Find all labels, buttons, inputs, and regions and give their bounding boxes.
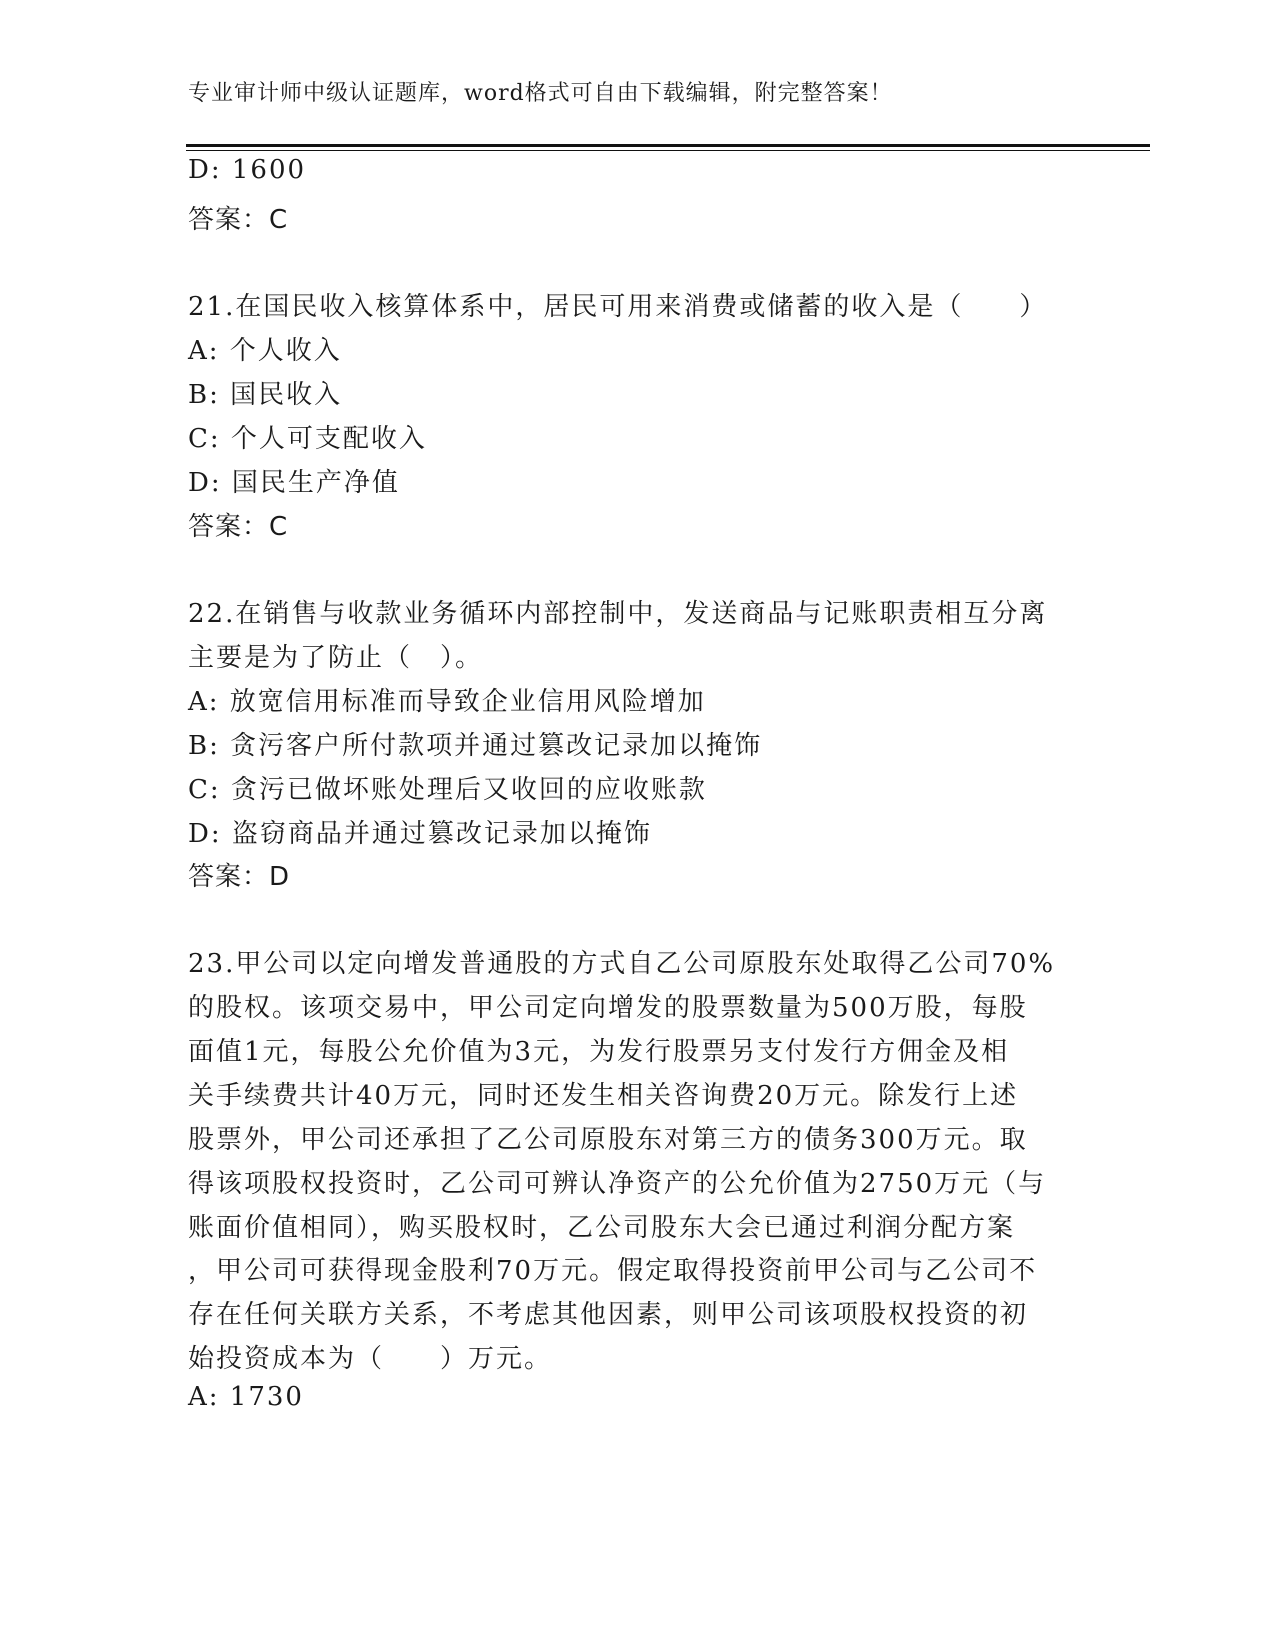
page-header: 专业审计师中级认证题库，word格式可自由下载编辑，附完整答案！ [188, 81, 893, 106]
q23-stem-line-2: 的股权。该项交易中，甲公司定向增发的股票数量为500万股，每股 [188, 993, 1028, 1023]
q22-option-a: A: 放宽信用标准而导致企业信用风险增加 [188, 687, 706, 717]
q21-option-c: C: 个人可支配收入 [188, 424, 427, 454]
q22-option-d: D: 盗窃商品并通过篡改记录加以掩饰 [188, 819, 652, 849]
q23-stem-line-8: ，甲公司可获得现金股利70万元。假定取得投资前甲公司与乙公司不 [188, 1256, 1038, 1286]
q22-option-c: C: 贪污已做坏账处理后又收回的应收账款 [188, 775, 707, 805]
q23-stem-line-10: 始投资成本为（ ）万元。 [188, 1344, 553, 1374]
q22-option-b: B: 贪污客户所付款项并通过篡改记录加以掩饰 [188, 731, 763, 761]
q22-stem-line-1: 22.在销售与收款业务循环内部控制中，发送商品与记账职责相互分离 [188, 599, 1048, 629]
q21-option-d: D: 国民生产净值 [188, 468, 400, 498]
header-divider-thin [186, 150, 1150, 151]
q22-answer: 答案：D [188, 862, 291, 892]
prev-option-d: D: 1600 [188, 155, 307, 185]
q23-stem-line-6: 得该项股权投资时，乙公司可辨认净资产的公允价值为2750万元（与 [188, 1169, 1047, 1199]
q23-stem-line-4: 关手续费共计40万元，同时还发生相关咨询费20万元。除发行上述 [188, 1081, 1019, 1111]
q23-stem-line-9: 存在任何关联方关系，不考虑其他因素，则甲公司该项股权投资的初 [188, 1300, 1029, 1330]
q23-stem-line-5: 股票外，甲公司还承担了乙公司原股东对第三方的债务300万元。取 [188, 1125, 1028, 1155]
q21-stem: 21.在国民收入核算体系中，居民可用来消费或储蓄的收入是（ ） [188, 292, 1048, 322]
q22-stem-line-2: 主要是为了防止（ ）。 [188, 643, 484, 673]
q23-stem-line-3: 面值1元，每股公允价值为3元，为发行股票另支付发行方佣金及相 [188, 1037, 1010, 1067]
q21-option-b: B: 国民收入 [188, 380, 343, 410]
q23-stem-line-1: 23.甲公司以定向增发普通股的方式自乙公司原股东处取得乙公司70% [188, 949, 1056, 979]
header-divider-thick [186, 144, 1150, 147]
q21-option-a: A: 个人收入 [188, 336, 342, 366]
q23-stem-line-7: 账面价值相同），购买股权时，乙公司股东大会已通过利润分配方案 [188, 1213, 1016, 1243]
prev-answer: 答案：C [188, 205, 289, 235]
q21-answer: 答案：C [188, 512, 289, 542]
q23-option-a: A: 1730 [188, 1382, 304, 1412]
